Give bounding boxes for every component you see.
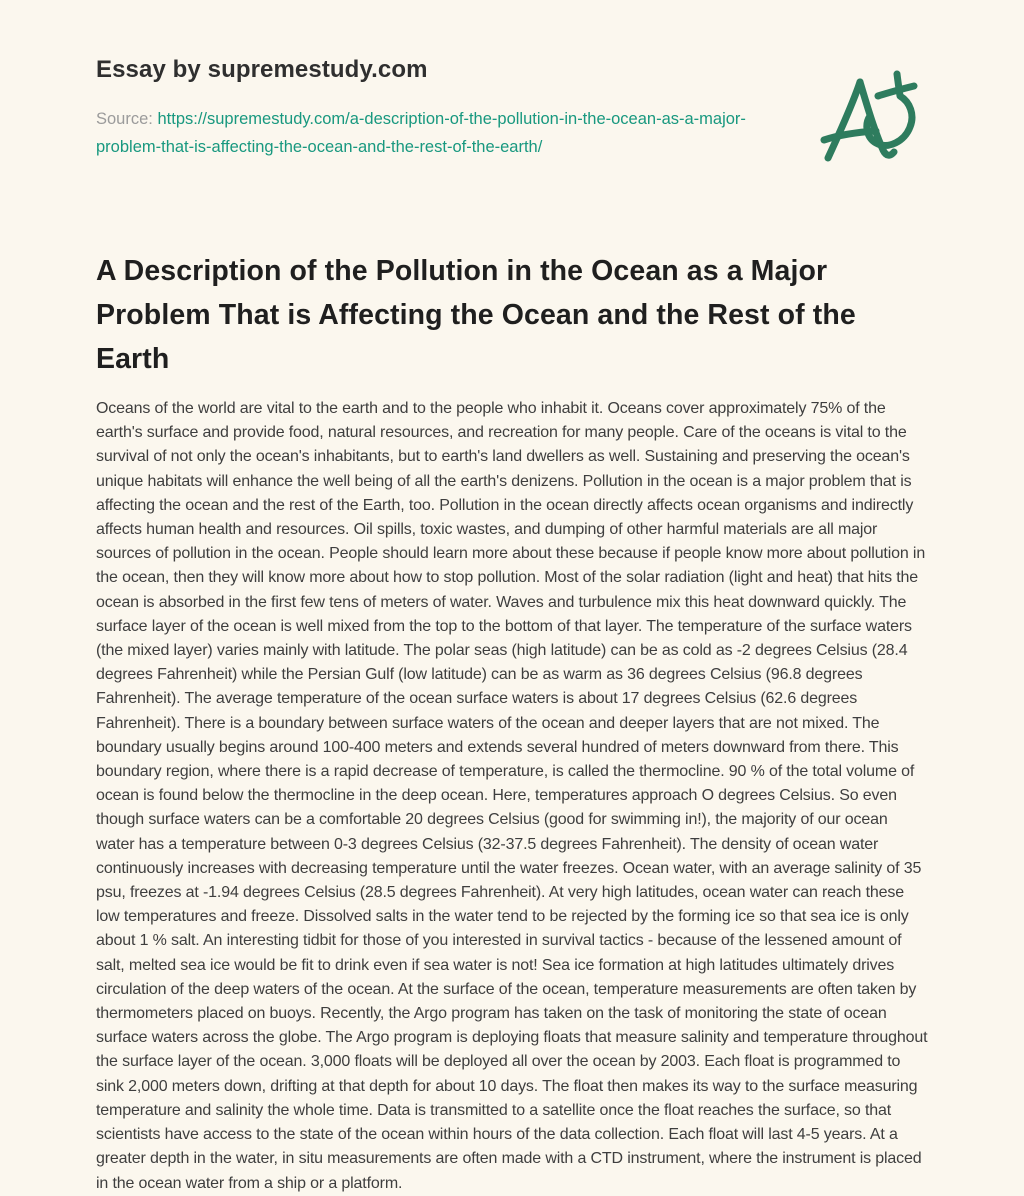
source-url-link[interactable]: https://supremestudy.com/a-description-of-the-pollution-in-the-ocean-as-a-major-problem-that-is-affecting-the-ocean-and-the-rest-of-the-earth/ <box>96 110 746 156</box>
a-plus-logo-icon <box>820 70 926 164</box>
source-label: Source: <box>96 110 153 128</box>
source-line <box>96 105 746 161</box>
essay-by-heading: Essay by supremestudy.com <box>96 56 428 83</box>
essay-title: A Description of the Pollution in the Ocean as a Major Problem That is Affecting the Ocean and the Rest of the Earth <box>96 255 856 375</box>
essay-article <box>0 249 1024 1196</box>
essay-body-text: Oceans of the world are vital to the earth and to the people who inhabit it. Oceans cover approximately 75% of the earth's surface and provide food, natural resources, and recreation for many people. Care of the oceans is vital to the survival of not only the ocean's inhabitants, but to earth's land dwellers as well. Sustaining and preserving the ocean's unique habitats will enhance the well being of all the earth's denizens. Pollution in the ocean is a major problem that is affecting the ocean and the rest of the Earth, too. Pollution in the ocean directly affects ocean organisms and indirectly affects human health and resources. Oil spills, toxic wastes, and dumping of other harmful materials are all major sources of pollution in the ocean. People should learn more about these because if people know more about pollution in the ocean, then they will know more about how to stop pollution. Most of the solar radiation (light and heat) that hits the ocean is absorbed in the first few tens of meters of water. Waves and turbulence mix this heat downward quickly. The surface layer of the ocean is well mixed from the top to the bottom of that layer. The temperature of the surface waters (the mixed layer) varies mainly with latitude. The polar seas (high latitude) can be as cold as -2 degrees Celsius (28.4 degrees Fahrenheit) while the Persian Gulf (low latitude) can be as warm as 36 degrees Celsius (96.8 degrees Fahrenheit). The average temperature of the ocean surface waters is about 17 degrees Celsius (62.6 degrees Fahrenheit). There is a boundary between surface waters of the ocean and deeper layers that are not mixed. The boundary usually begins around 100-400 meters and extends several hundred of meters downward from there. This boundary region, where there is a rapid decrease of temperature, is called the thermocline. 90 % of the total volume of ocean is found below the thermocline in the deep ocean. Here, temperatures approach O degrees Celsius. So even though surface waters can be a comfortable 20 degrees Celsius (good for swimming in!), the majority of our ocean water has a temperature between 0-3 degrees Celsius (32-37.5 degrees Fahrenheit). The density of ocean water continuously increases with decreasing temperature until the water freezes. Ocean water, with an average salinity of 35 psu, freezes at -1.94 degrees Celsius (28.5 degrees Fahrenheit). At very high latitudes, ocean water can reach these low temperatures and freeze. Dissolved salts in the water tend to be rejected by the forming ice so that sea ice is only about 1 % salt. An interesting tidbit for those of you interested in survival tactics - because of the lessened amount of salt, melted sea ice would be fit to drink even if sea water is not! Sea ice formation at high latitudes ultimately drives circulation of the deep waters of the ocean. At the surface of the ocean, temperature measurements are often taken by thermometers placed on buoys. Recently, the Argo program has taken on the task of monitoring the state of ocean surface waters across the globe. The Argo program is deploying floats that measure salinity and temperature throughout the surface layer of the ocean. 3,000 floats will be deployed all over the ocean by 2003. Each float is programmed to sink 2,000 meters down, drifting at that depth for about 10 days. The float then makes its way to the surface measuring temperature and salinity the whole time. Data is transmitted to a satellite once the float reaches the surface, so that scientists have access to the state of the ocean within hours of the data collection. Each float will last 4-5 years. At a greater depth in the water, in situ measurements are often made with a CTD instrument, where the instrument is placed in the ocean water from a ship or a platform. <box>96 400 928 1192</box>
